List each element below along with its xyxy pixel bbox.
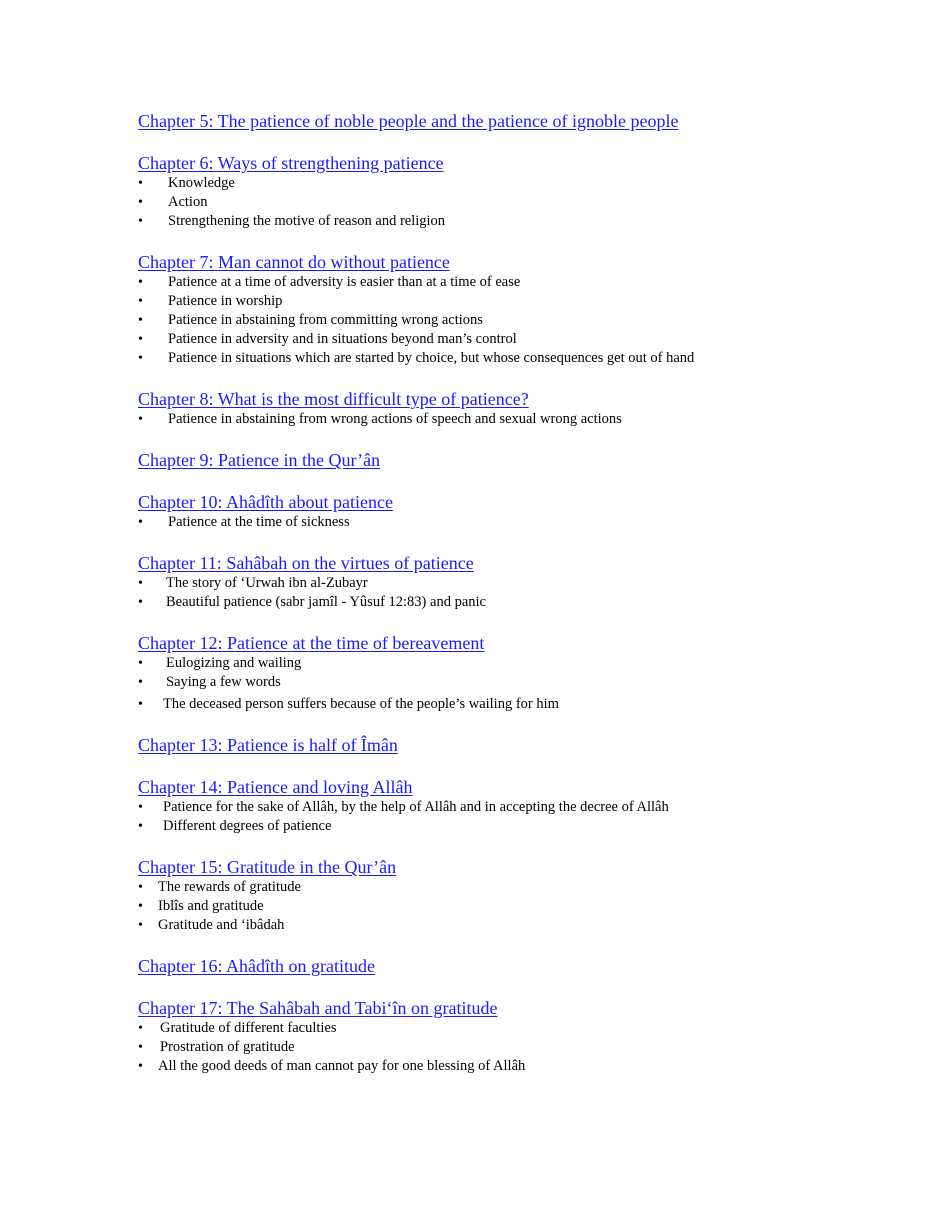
list-item: • Patience in situations which are started by choice, but whose consequences get out of hand	[138, 349, 898, 368]
chapter-12-list	[138, 654, 898, 714]
chapter-7-link[interactable]: Chapter 7: Man cannot do without patience	[138, 252, 450, 272]
list-item: • Knowledge	[138, 174, 898, 193]
list-item: • All the good deeds of man cannot pay for one blessing of Allâh	[138, 1057, 898, 1076]
chapter-17-link[interactable]: Chapter 17: The Sahâbah and Tabi‘în on gratitude	[138, 998, 498, 1018]
chapter-16-link[interactable]: Chapter 16: Ahâdîth on gratitude	[138, 956, 375, 976]
chapter-9-link[interactable]: Chapter 9: Patience in the Qur’ân	[138, 450, 381, 470]
chapter-10-section	[138, 491, 898, 532]
list-item: • Patience in worship	[138, 292, 898, 311]
list-item: • Patience in adversity and in situations beyond man’s control	[138, 330, 898, 349]
list-item: • Patience at a time of adversity is easier than at a time of ease	[138, 273, 898, 292]
list-item: • Patience in abstaining from wrong actions of speech and sexual wrong actions	[138, 410, 898, 429]
chapter-14-list	[138, 798, 898, 836]
chapter-5-section	[138, 110, 898, 132]
list-item: • Action	[138, 193, 898, 212]
chapter-7-section	[138, 251, 898, 368]
chapter-15-list	[138, 878, 898, 935]
chapter-11-link[interactable]: Chapter 11: Sahâbah on the virtues of patience	[138, 553, 474, 573]
list-item: • The deceased person suffers because of the people’s wailing for him	[138, 695, 898, 714]
chapter-14-section	[138, 776, 898, 836]
chapter-9-section	[138, 449, 898, 471]
list-item: • Beautiful patience (sabr jamîl - Yûsuf 12:83) and panic	[138, 593, 898, 612]
chapter-7-list	[138, 273, 898, 368]
list-item: • Prostration of gratitude	[138, 1038, 898, 1057]
list-item: • Gratitude of different faculties	[138, 1019, 898, 1038]
chapter-12-section	[138, 632, 898, 714]
chapter-11-list	[138, 574, 898, 612]
chapter-8-list	[138, 410, 898, 429]
chapter-10-link[interactable]: Chapter 10: Ahâdîth about patience	[138, 492, 393, 512]
chapter-15-section	[138, 856, 898, 935]
chapter-12-link[interactable]: Chapter 12: Patience at the time of bereavement	[138, 633, 485, 653]
chapter-8-section	[138, 388, 898, 429]
chapter-8-link[interactable]: Chapter 8: What is the most difficult type of patience?	[138, 389, 529, 409]
list-item: • Gratitude and ‘ibâdah	[138, 916, 898, 935]
chapter-13-link[interactable]: Chapter 13: Patience is half of Îmân	[138, 735, 398, 755]
chapter-17-list	[138, 1019, 898, 1076]
list-item: • Patience for the sake of Allâh, by the help of Allâh and in accepting the decree of Allâh	[138, 798, 898, 817]
list-item: • Patience at the time of sickness	[138, 513, 898, 532]
table-of-contents	[138, 110, 898, 1076]
list-item: • The story of ‘Urwah ibn al-Zubayr	[138, 574, 898, 593]
chapter-11-section	[138, 552, 898, 612]
chapter-17-section	[138, 997, 898, 1076]
chapter-5-link[interactable]: Chapter 5: The patience of noble people and the patience of ignoble people	[138, 111, 679, 131]
chapter-14-link[interactable]: Chapter 14: Patience and loving Allâh	[138, 777, 413, 797]
chapter-15-link[interactable]: Chapter 15: Gratitude in the Qur’ân	[138, 857, 397, 877]
chapter-6-list	[138, 174, 898, 231]
chapter-6-section	[138, 152, 898, 231]
list-item: • The rewards of gratitude	[138, 878, 898, 897]
list-item: • Patience in abstaining from committing wrong actions	[138, 311, 898, 330]
list-item: • Eulogizing and wailing	[138, 654, 898, 673]
list-item: • Iblîs and gratitude	[138, 897, 898, 916]
list-item: • Strengthening the motive of reason and religion	[138, 212, 898, 231]
list-item: • Different degrees of patience	[138, 817, 898, 836]
chapter-10-list	[138, 513, 898, 532]
chapter-13-section	[138, 734, 898, 756]
list-item: • Saying a few words	[138, 673, 898, 692]
chapter-16-section	[138, 955, 898, 977]
chapter-6-link[interactable]: Chapter 6: Ways of strengthening patience	[138, 153, 444, 173]
